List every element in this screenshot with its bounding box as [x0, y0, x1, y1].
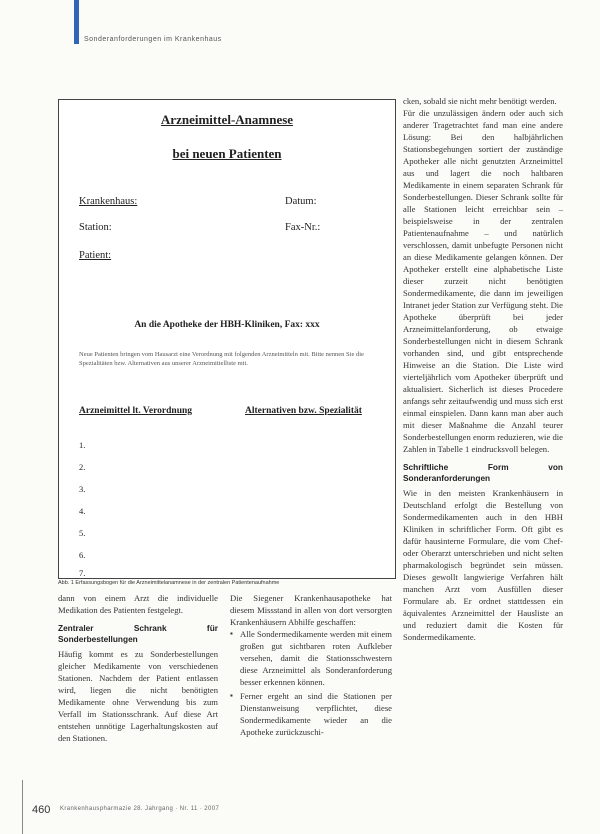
journal-footer: Krankenhauspharmazie 28. Jahrgang · Nr. 11 · 2007 [60, 806, 220, 812]
accent-bar [74, 0, 79, 44]
paragraph: Die Siegener Krankenhausapotheke hat diesem Missstand in allen von dort versorgten Krankenhäusern Abhilfe geschaffen: [230, 593, 392, 627]
row-number: 6. [79, 550, 86, 560]
pharmacy-address: An die Apotheke der HBH-Kliniken, Fax: xxx [134, 320, 320, 330]
row-number: 5. [79, 528, 86, 538]
fax-label: Fax-Nr.: [285, 222, 321, 233]
section-heading: Schriftliche Form von Sonderanforderungen [403, 462, 563, 483]
column-prescription: Arzneimittel lt. Verordnung [79, 406, 193, 416]
page-number: 460 [32, 804, 51, 816]
column-3-text [403, 95, 563, 643]
list-item: ▪ Alle Sondermedikamente werden mit einem großen gut sichtbaren roten Aufkleber versehen, damit die Stationsschwestern diese Arzneimittel als Sonderanforderung besser erkennen können. [240, 628, 392, 688]
paragraph: Häufig kommt es zu Sonderbestellungen gleicher Medikamente von verschiedenen Stationen. Nachdem der Patient entlassen wird, liegen die nicht benötigten Medikamente ohne Verwendung bis zum Verfall im Stationsschrank. Auf diese Art entstehen unnötige Lagerhaltungskosten auf den Stationen. [58, 649, 218, 743]
station-label: Station: [79, 222, 112, 233]
running-header: Sonderanforderungen im Krankenhaus [84, 36, 222, 43]
form-subtitle: bei neuen Patienten [172, 146, 282, 161]
column-alternatives: Alternativen bzw. Spezialität [245, 406, 362, 416]
list-item: ▪ Ferner ergeht an sind die Stationen per Dienstanweisung verpflichtet, diese Sondermedikamente wieder an die Apotheke zurückzuschi- [240, 690, 392, 738]
bullet-list [230, 628, 392, 738]
patient-label: Patient: [79, 250, 112, 261]
row-number: 1. [79, 440, 86, 450]
section-heading: Zentraler Schrank für Sonderbestellungen [58, 623, 218, 644]
form-title: Arzneimittel-Anamnese [160, 112, 294, 127]
row-number: 2. [79, 462, 86, 472]
column-2-text [230, 592, 392, 740]
row-number: 7. [79, 568, 86, 578]
anamnesis-form [58, 99, 396, 579]
date-label: Datum: [285, 196, 317, 207]
figure-caption: Abb. 1 Erfassungsbogen für die Arzneimittelanamnese in der zentralen Patientenaufnahme [58, 580, 280, 586]
hospital-label: Krankenhaus: [79, 196, 138, 207]
paragraph: cken, sobald sie nicht mehr benötigt werden. [403, 96, 557, 106]
paragraph: Wie in den meisten Krankenhäusern in Deutschland erfolgt die Bestellung von Sondermedikamenten auch in den HBH Kliniken in schriftlicher Form. Oft gibt es dafür hausinterne Formulare, die vom Chef- oder Oberarzt unterschrieben und nicht selten pharmakologisch begründet sein müssen. Dieses gewollt langwierige Verfahren hält manchen Arzt vom Ausfüllen dieser Formulare ab. Er ordnet stattdessen ein äquivalentes Arzneimittel der Hausliste an und reduziert damit die Kosten für Sondermedikamente. [403, 488, 563, 642]
column-1-text [58, 592, 218, 744]
form-intro: Neue Patienten bringen vom Hausarzt eine Verordnung mit folgenden Arzneimitteln mit. Bitte nennen Sie die Spezialitäten bzw. Alternativen aus unserer Arzneimittelliste mit. [79, 351, 364, 367]
margin-rule [22, 780, 23, 834]
paragraph: Für die unzulässigen ändern oder auch sich anderer Tragetrachtet fand man eine andere Lösung: Bei den halbjährlichen Stationsbegehungen sortiert der zuständige Apotheker alle nicht genutzten Arzneimittel aus und lagert die noch haltbaren Medikamente in einem separaten Schrank für Sonderbestellungen. Dieser Schrank sollte für alle Stationen leicht erreichbar sein – beispielsweise in der zentralen Patientenaufnahme – und natürlich verschlossen, damit unbefugte Personen nicht an diese Medikamente gelangen können. Der Apotheker erstellt eine alphabetische Liste dieser zurzeit nicht benötigten Sondermedikamente, die dann im jeweiligen Intranet jeder Station zur Verfügung steht. Die Apotheke überprüft bei jeder Arzneimittelanforderung, ob etwaige Sonderbestellungen nicht in diesem Schrank vorhanden sind, und gibt entsprechende Hinweise an die Station. Die Liste wird vierteljährlich vom Apotheker überprüft und aktualisiert. Sicherlich ist dieses Procedere anfangs sehr zeitaufwendig und muss sich erst einmal einspielen. Dann kann man aber auch mit dieser Maßnahme die Anzahl teurer Sonderbestellungen enorm reduzieren, wie die Zahlen in Tabelle 1 eindrucksvoll belegen. [403, 108, 563, 454]
paragraph: dann von einem Arzt die individuelle Medikation des Patienten festgelegt. [58, 593, 218, 615]
row-number: 4. [79, 506, 86, 516]
row-number: 3. [79, 484, 86, 494]
